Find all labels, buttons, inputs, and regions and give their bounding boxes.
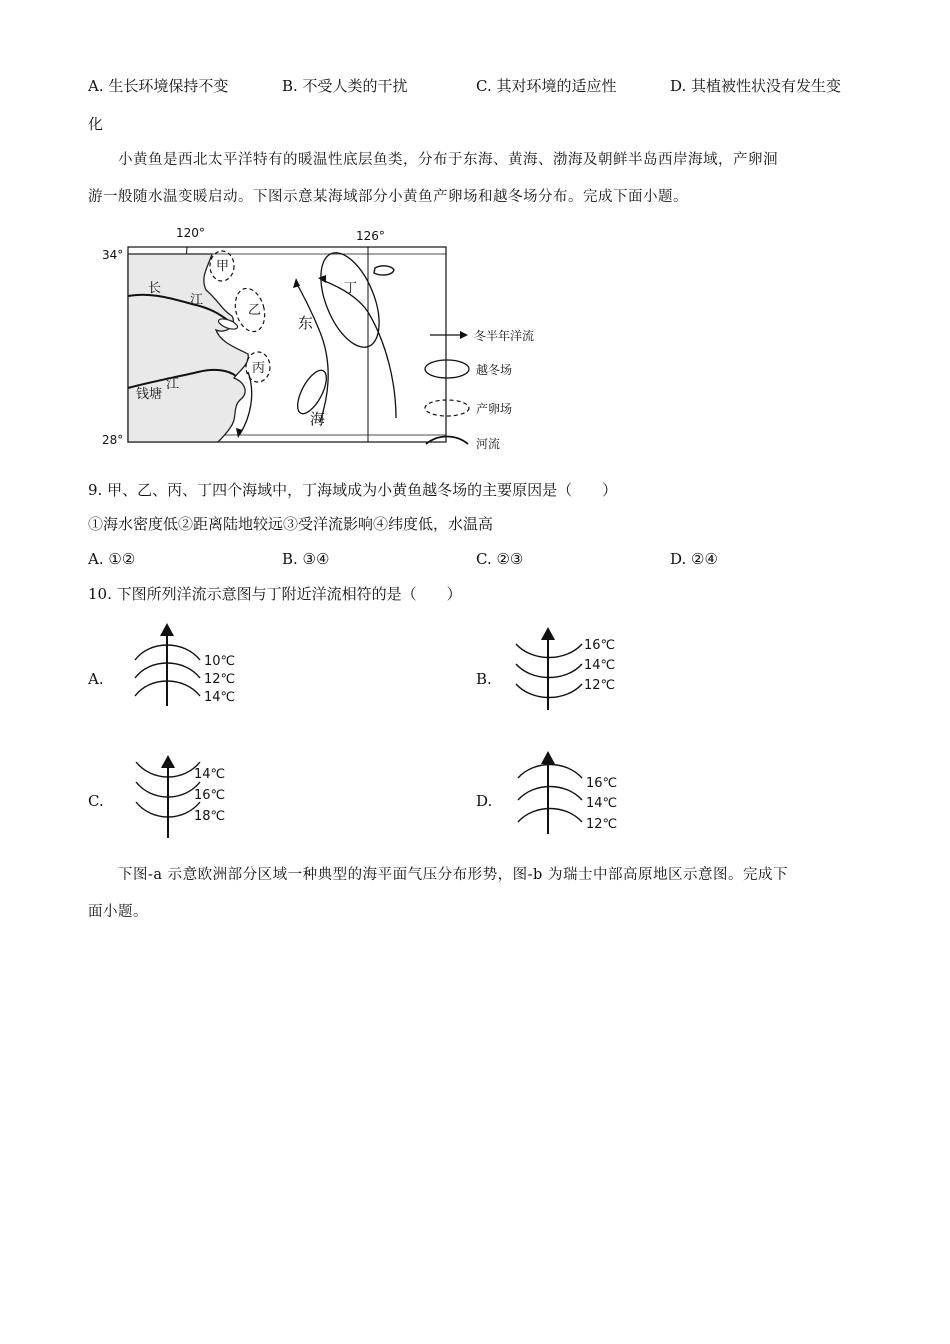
q10-stem: 10. 下图所列洋流示意图与丁附近洋流相符的是（ ） [88,585,462,603]
label-dong: 东 [298,314,314,332]
q10-c-temp-2: 16℃ [194,788,226,803]
lon-126-label: 126° [356,229,385,243]
q10-option-b-label[interactable]: B. [476,670,492,688]
lon-120-label: 120° [176,226,205,240]
label-yi: 乙 [248,303,262,318]
arrow-up-icon [161,755,175,768]
q10-b-temp-2: 14℃ [584,658,616,673]
q10-diagram-d [510,748,650,840]
jeju-island [374,266,394,275]
mainland-coast [128,254,248,442]
q10-b-temp-3: 12℃ [584,678,616,693]
arrow-up-icon [541,751,555,764]
current-ding [322,280,396,418]
prev-option-d-continued: 化 [88,115,104,133]
fish-map-figure [100,222,550,458]
legend-spawn: 产卵场 [476,402,513,416]
prev-option-d: D. 其植被性状没有发生变 [670,77,842,95]
q10-d-temp-3: 12℃ [586,817,618,832]
q10-diagram-c [120,752,260,844]
q9-stem: 9. 甲、乙、丙、丁四个海域中，丁海域成为小黄鱼越冬场的主要原因是（ ） [88,481,618,499]
legend-dashed-ellipse-icon [425,400,469,416]
intro2-line1: 下图-a 示意欧洲部分区域一种典型的海平面气压分布形势，图-b 为瑞士中部高原地区示意图。完成下 [118,867,788,883]
q9-option-d[interactable]: D. ②④ [670,550,718,568]
q10-diagram-a [120,620,260,712]
lat-28-label: 28° [102,433,124,447]
q9-option-c[interactable]: C. ②③ [476,550,524,568]
q10-option-d-label[interactable]: D. [476,792,493,810]
label-chang: 长 [148,281,162,296]
q10-c-temp-3: 18℃ [194,809,226,824]
label-jia: 甲 [216,259,230,274]
prev-option-b: B. 不受人类的干扰 [282,77,408,95]
legend-river: 河流 [476,437,501,451]
q10-a-temp-2: 12℃ [204,672,236,687]
q10-d-temp-2: 14℃ [586,796,618,811]
legend-river-icon [426,437,468,445]
q10-option-c-label[interactable]: C. [88,792,104,810]
intro2-line2: 面小题。 [88,904,148,920]
q9-option-a[interactable]: A. ①② [88,550,136,568]
intro1-line2: 游一般随水温变暖启动。下图示意某海域部分小黄鱼产卵场和越冬场分布。完成下面小题。 [88,189,688,205]
prev-option-c: C. 其对环境的适应性 [476,77,617,95]
label-hai: 海 [310,410,326,428]
label-qiantang: 钱塘 [136,387,163,402]
q10-diagram-b [510,624,650,716]
arrow-up-icon [160,623,174,636]
intro1-line1: 小黄鱼是西北太平洋特有的暖温性底层鱼类，分布于东海、黄海、渤海及朝鲜半岛西岸海域，产卵洄 [118,152,778,168]
legend-ellipse-icon [425,360,469,378]
lat-34-label: 34° [102,248,124,262]
q10-option-a-label[interactable]: A. [88,670,104,688]
current-coast [240,372,252,434]
prev-option-a: A. 生长环境保持不变 [88,77,229,95]
q9-option-b[interactable]: B. ③④ [282,550,330,568]
legend-current: 冬半年洋流 [474,329,535,343]
q10-a-temp-3: 14℃ [204,690,236,705]
q10-a-temp-1: 10℃ [204,654,236,669]
label-jiang1: 江 [190,293,204,308]
current-east-sea [296,282,328,422]
winter-ding [309,245,391,356]
label-ding: 丁 [344,281,358,296]
legend-arrow-icon [460,331,468,339]
q10-c-temp-1: 14℃ [194,767,226,782]
label-bing: 丙 [252,361,266,376]
q10-d-temp-1: 16℃ [586,776,618,791]
arrow-up-icon [541,627,555,640]
legend-winter: 越冬场 [476,363,513,377]
q10-b-temp-1: 16℃ [584,638,616,653]
q9-statements: ①海水密度低②距离陆地较远③受洋流影响④纬度低，水温高 [88,515,494,533]
label-jiang2: 江 [166,377,180,392]
